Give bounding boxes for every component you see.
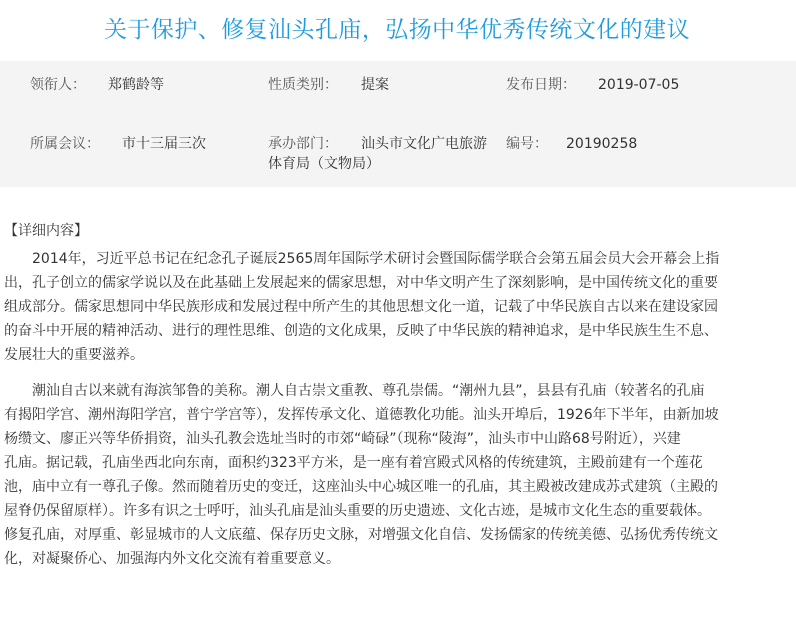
type-value: 提案 xyxy=(361,77,389,93)
paragraph1-line: 2014年，习近平总书记在纪念孔子诞辰2565周年国际学术研讨会暨国际儒学联合会第五届会员大会开幕会上指 xyxy=(32,251,720,267)
paragraph2-line: 屋脊仍保留原样）。许多有识之士呼吁，汕头孔庙是汕头重要的历史遗迹、文化古迹，是城市文化生态的重要载体。 xyxy=(4,503,711,519)
date-value: 2019-07-05 xyxy=(598,77,680,93)
paragraph1-line: 出，孔子创立的儒家学说以及在此基础上发展起来的儒家思想，对中华文明产生了深刻影响，是中国传统文化的重要 xyxy=(4,275,718,291)
section-label: 【详细内容】 xyxy=(4,223,88,239)
paragraph2-line: 化，对凝聚侨心、加强海内外文化交流有着重要意义。 xyxy=(4,551,340,567)
paragraph2-line: 孔庙。据记载，孔庙坐西北向东南，面积约323平方米，是一座有着宫殿式风格的传统建筑，主殿前建有一个莲花 xyxy=(4,455,703,471)
dept-label: 承办部门： xyxy=(268,136,338,152)
date-label: 发布日期： xyxy=(506,77,576,93)
meeting-label: 所属会议： xyxy=(30,136,100,152)
paragraph2-line: 潮汕自古以来就有海滨邹鲁的美称。潮人自古崇文重教、尊孔崇儒。“潮州九县”，县县有孔庙（较著名的孔庙 xyxy=(32,383,705,399)
paragraph2-line: 修复孔庙，对厚重、彰显城市的人文底蕴、保存历史文脉，对增强文化自信、发扬儒家的传统美德、弘扬优秀传统文 xyxy=(4,527,718,543)
dept-value-line1: 汕头市文化广电旅游 xyxy=(361,136,487,152)
proposal-info-panel xyxy=(0,61,796,187)
paragraph2-line: 有揭阳学宫、潮州海阳学宫，普宁学宫等），发挥传承文化、道德教化功能。汕头开埠后，1926年下半年，由新加坡 xyxy=(4,407,719,423)
number-value: 20190258 xyxy=(566,136,638,152)
paragraph1-line: 组成部分。儒家思想同中华民族形成和发展过程中所产生的其他思想文化一道，记载了中华民族自古以来在建设家园 xyxy=(4,299,718,315)
page-title: 关于保护、修复汕头孔庙，弘扬中华优秀传统文化的建议 xyxy=(103,17,691,43)
paragraph2-line: 池，庙中立有一尊孔子像。然而随着历史的变迁，这座汕头中心城区唯一的孔庙，其主殿被改建成苏式建筑（主殿的 xyxy=(4,479,718,495)
type-label: 性质类别： xyxy=(268,77,338,93)
meeting-value: 市十三届三次 xyxy=(122,136,206,152)
dept-value-line2: 体育局（文物局） xyxy=(268,156,380,172)
number-label: 编号： xyxy=(506,136,548,152)
paragraph2-line: 杨缵文、廖正兴等华侨捐资，汕头孔教会选址当时的市郊“崎碌”（现称“陵海”，汕头市中山路68号附近），兴建 xyxy=(4,431,681,447)
lead-value: 郑鹤龄等 xyxy=(108,77,164,93)
paragraph1-line: 的奋斗中开展的精神活动、进行的理性思维、创造的文化成果，反映了中华民族的精神追求，是中华民族生生不息、 xyxy=(4,323,718,339)
lead-label: 领衔人： xyxy=(30,77,86,93)
paragraph1-line: 发展壮大的重要滋养。 xyxy=(4,347,144,363)
